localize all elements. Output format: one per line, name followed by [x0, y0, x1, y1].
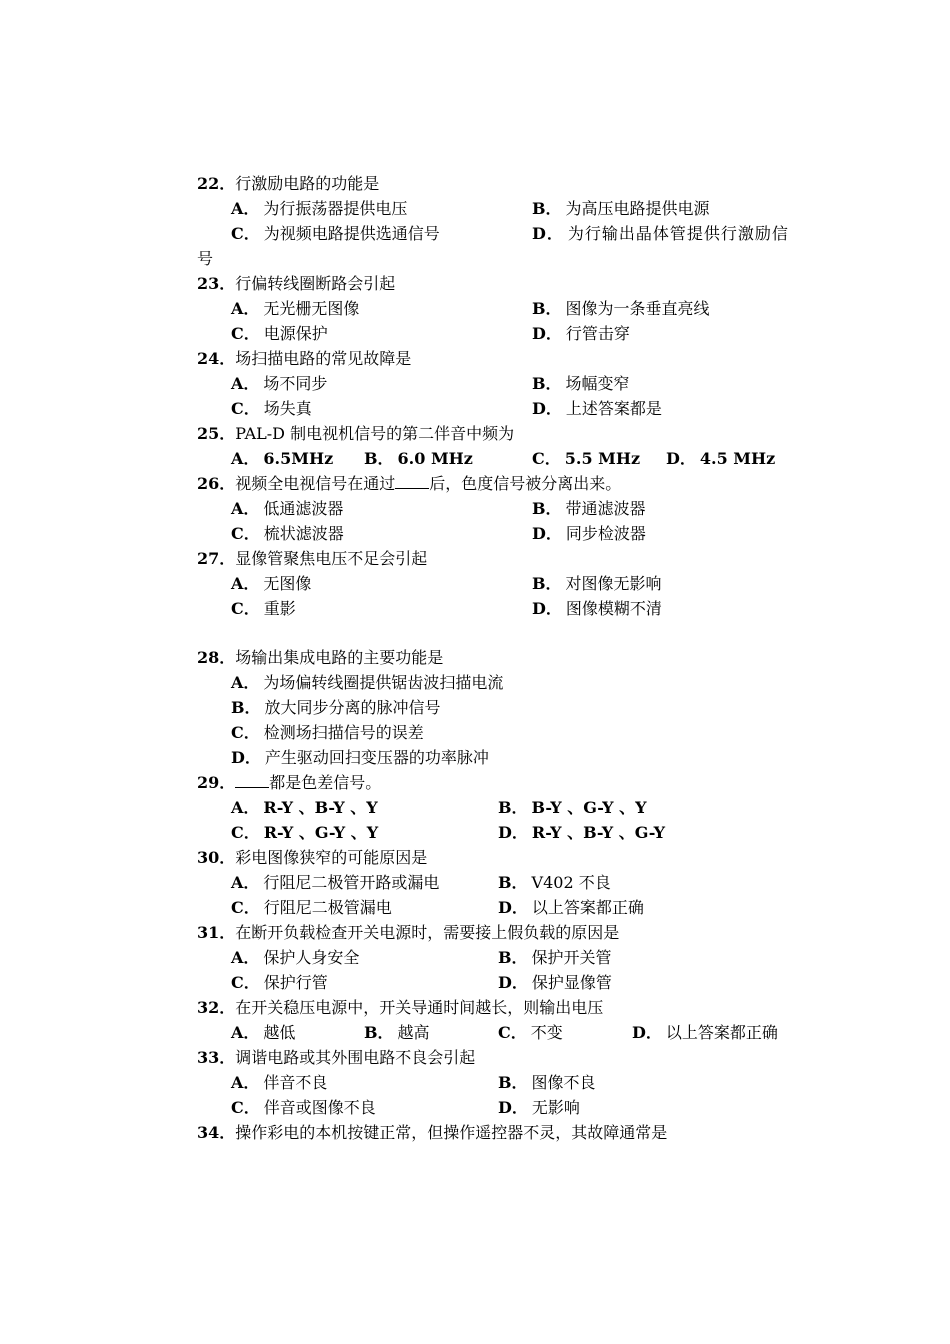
text: 产生驱动回扫变压器的功率脉冲 — [264, 748, 489, 767]
text: 上述答案都是 — [565, 399, 662, 418]
text: 图像模糊不清 — [565, 599, 662, 618]
text: 都是色差信号。 — [269, 773, 382, 792]
option-30-d — [498, 895, 644, 920]
option-31-d — [498, 970, 612, 995]
text: 伴音或图像不良 — [263, 1098, 376, 1117]
option-letter: A． — [231, 574, 260, 593]
text: 行激励电路的功能是 — [235, 174, 380, 193]
text: 在开关稳压电源中，开关导通时间越长，则输出电压 — [235, 998, 604, 1017]
text: 不变 — [530, 1023, 563, 1042]
option-25-b — [364, 446, 473, 471]
option-25-d — [666, 446, 775, 471]
option-28-a — [231, 670, 503, 695]
option-22-a — [231, 196, 407, 221]
option-letter: A． — [231, 1073, 260, 1092]
text: B-Y 、G-Y 、Y — [531, 798, 647, 817]
option-33-d — [498, 1095, 580, 1120]
text: 检测场扫描信号的误差 — [263, 723, 424, 742]
question-32-stem — [197, 995, 603, 1020]
question-number: 34． — [197, 1123, 236, 1142]
option-letter: C． — [498, 1023, 527, 1042]
option-31-a — [231, 945, 359, 970]
text: R-Y 、G-Y 、Y — [263, 823, 379, 842]
question-34-stem — [197, 1120, 667, 1145]
option-letter: C． — [532, 449, 561, 468]
text: 对图像无影响 — [565, 574, 662, 593]
option-letter: D． — [666, 449, 696, 468]
option-letter: D． — [498, 823, 528, 842]
text: 为场偏转线圈提供锯齿波扫描电流 — [263, 673, 504, 692]
option-22-c — [231, 221, 440, 246]
option-letter: C． — [231, 599, 260, 618]
text: R-Y 、B-Y 、Y — [263, 798, 378, 817]
option-letter: C． — [231, 324, 260, 343]
text: 为行振荡器提供电压 — [263, 199, 408, 218]
option-22-d — [532, 221, 789, 246]
question-number: 26． — [197, 474, 236, 493]
text: PAL-D 制电视机信号的第二伴音中频为 — [235, 424, 515, 443]
option-letter: D． — [498, 1098, 528, 1117]
option-letter: D． — [231, 748, 261, 767]
text: 后，色度信号被分离出来。 — [429, 474, 622, 493]
option-letter: A． — [231, 449, 260, 468]
answer-blank — [235, 771, 269, 788]
text: 越高 — [397, 1023, 430, 1042]
option-30-a — [231, 870, 439, 895]
text: 操作彩电的本机按键正常，但操作遥控器不灵，其故障通常是 — [235, 1123, 668, 1142]
question-29-stem — [197, 770, 381, 795]
option-33-b — [498, 1070, 596, 1095]
text: 图像为一条垂直亮线 — [565, 299, 710, 318]
option-29-c — [231, 820, 378, 845]
text: 行阻尼二极管漏电 — [263, 898, 392, 917]
question-33-stem — [197, 1045, 475, 1070]
text: 低通滤波器 — [263, 499, 344, 518]
option-letter: D． — [532, 599, 562, 618]
option-28-c — [231, 720, 424, 745]
option-letter: B． — [231, 698, 261, 717]
question-number: 30． — [197, 848, 236, 867]
text: 行阻尼二极管开路或漏电 — [263, 873, 440, 892]
option-23-b — [532, 296, 710, 321]
text: 为高压电路提供电源 — [565, 199, 710, 218]
option-letter: C． — [231, 823, 260, 842]
option-31-c — [231, 970, 328, 995]
text: 为视频电路提供选通信号 — [263, 224, 440, 243]
text: 场失真 — [263, 399, 312, 418]
text: 无影响 — [531, 1098, 580, 1117]
option-letter: C． — [231, 973, 260, 992]
option-letter: B． — [498, 1073, 528, 1092]
option-30-b — [498, 870, 611, 895]
option-32-c — [498, 1020, 563, 1045]
option-letter: B． — [498, 873, 528, 892]
option-letter: A． — [231, 673, 260, 692]
option-24-c — [231, 396, 312, 421]
option-letter: C． — [231, 524, 260, 543]
question-number: 28． — [197, 648, 236, 667]
option-letter: C． — [231, 224, 260, 243]
text: V402 不良 — [531, 873, 611, 892]
option-27-b — [532, 571, 662, 596]
question-number: 27． — [197, 549, 236, 568]
option-29-a — [231, 795, 378, 820]
text: 场扫描电路的常见故障是 — [235, 349, 412, 368]
text: 保护显像管 — [531, 973, 612, 992]
option-32-b — [364, 1020, 430, 1045]
text: 行管击穿 — [565, 324, 630, 343]
option-letter: A． — [231, 299, 260, 318]
option-26-c — [231, 521, 344, 546]
option-letter: C． — [231, 898, 260, 917]
option-25-c — [532, 446, 640, 471]
text: 放大同步分离的脉冲信号 — [264, 698, 441, 717]
text: 在断开负载检查开关电源时，需要接上假负载的原因是 — [235, 923, 620, 942]
text: 保护人身安全 — [263, 948, 360, 967]
option-24-a — [231, 371, 327, 396]
option-22-b — [532, 196, 710, 221]
text: 显像管聚焦电压不足会引起 — [235, 549, 428, 568]
question-number: 33． — [197, 1048, 236, 1067]
question-number: 31． — [197, 923, 236, 942]
option-29-b — [498, 795, 647, 820]
option-letter: D． — [532, 324, 562, 343]
option-letter: B． — [364, 449, 394, 468]
option-23-a — [231, 296, 359, 321]
question-number: 24． — [197, 349, 236, 368]
text: 电源保护 — [263, 324, 328, 343]
option-33-c — [231, 1095, 376, 1120]
text: 6.0 MHz — [397, 449, 473, 468]
option-letter: C． — [231, 1098, 260, 1117]
option-23-c — [231, 321, 328, 346]
option-33-a — [231, 1070, 327, 1095]
option-letter: B． — [532, 574, 562, 593]
option-27-c — [231, 596, 296, 621]
option-letter: A． — [231, 199, 260, 218]
option-24-b — [532, 371, 630, 396]
option-letter: A． — [231, 1023, 260, 1042]
option-letter: A． — [231, 798, 260, 817]
text: 梳状滤波器 — [263, 524, 344, 543]
option-30-c — [231, 895, 392, 920]
text: 5.5 MHz — [564, 449, 641, 468]
text: 重影 — [263, 599, 296, 618]
option-24-d — [532, 396, 662, 421]
text: 保护行管 — [263, 973, 328, 992]
text: 伴音不良 — [263, 1073, 328, 1092]
question-number: 32． — [197, 998, 236, 1017]
option-letter: C． — [231, 723, 260, 742]
text: 调谐电路或其外围电路不良会引起 — [235, 1048, 476, 1067]
text: 彩电图像狭窄的可能原因是 — [235, 848, 428, 867]
text: 行偏转线圈断路会引起 — [235, 274, 396, 293]
option-23-d — [532, 321, 630, 346]
answer-blank — [395, 472, 429, 489]
question-23-stem — [197, 271, 395, 296]
option-letter: A． — [231, 873, 260, 892]
text: 带通滤波器 — [565, 499, 646, 518]
option-letter: C． — [231, 399, 260, 418]
text: 场不同步 — [263, 374, 328, 393]
text: 同步检波器 — [565, 524, 646, 543]
text: 无光栅无图像 — [263, 299, 360, 318]
option-letter: A． — [231, 948, 260, 967]
question-number: 29． — [197, 773, 236, 792]
question-22-stem — [197, 171, 379, 196]
option-27-d — [532, 596, 662, 621]
text: 视频全电视信号在通过 — [235, 474, 396, 493]
option-letter: A． — [231, 374, 260, 393]
question-30-stem — [197, 845, 427, 870]
question-26-stem — [197, 471, 621, 496]
option-letter: B． — [532, 199, 562, 218]
text: 场输出集成电路的主要功能是 — [235, 648, 444, 667]
question-28-stem — [197, 645, 443, 670]
option-letter: B． — [364, 1023, 394, 1042]
option-26-b — [532, 496, 646, 521]
text: R-Y 、B-Y 、G-Y — [531, 823, 666, 842]
option-letter: D． — [498, 973, 528, 992]
option-31-b — [498, 945, 612, 970]
option-letter: D． — [632, 1023, 662, 1042]
option-29-d — [498, 820, 665, 845]
option-26-a — [231, 496, 343, 521]
option-32-d — [632, 1020, 778, 1045]
text: 场幅变窄 — [565, 374, 630, 393]
option-25-a — [231, 446, 333, 471]
text: 4.5 MHz — [699, 449, 776, 468]
text: 保护开关管 — [531, 948, 612, 967]
option-letter: D． — [532, 224, 564, 243]
option-letter: D． — [532, 399, 562, 418]
question-number: 25． — [197, 424, 236, 443]
option-letter: B． — [532, 499, 562, 518]
option-28-d — [231, 745, 489, 770]
option-26-d — [532, 521, 646, 546]
option-letter: B． — [498, 948, 528, 967]
option-28-b — [231, 695, 441, 720]
text: 6.5MHz — [263, 449, 334, 468]
question-number: 23． — [197, 274, 236, 293]
question-number: 22． — [197, 174, 236, 193]
option-letter: B． — [498, 798, 528, 817]
option-32-a — [231, 1020, 295, 1045]
option-letter: A． — [231, 499, 260, 518]
option-letter: B． — [532, 299, 562, 318]
question-25-stem — [197, 421, 514, 446]
question-27-stem — [197, 546, 427, 571]
option-letter: B． — [532, 374, 562, 393]
question-31-stem — [197, 920, 619, 945]
option-letter: D． — [532, 524, 562, 543]
option-27-a — [231, 571, 311, 596]
question-24-stem — [197, 346, 411, 371]
text: 以上答案都正确 — [665, 1023, 778, 1042]
text: 无图像 — [263, 574, 312, 593]
text: 以上答案都正确 — [531, 898, 644, 917]
option-letter: D． — [498, 898, 528, 917]
text: 为行输出晶体管提供行激励信 — [567, 224, 789, 243]
text: 图像不良 — [531, 1073, 596, 1092]
text: 越低 — [263, 1023, 296, 1042]
option-22-d-continuation: 号 — [197, 249, 214, 268]
